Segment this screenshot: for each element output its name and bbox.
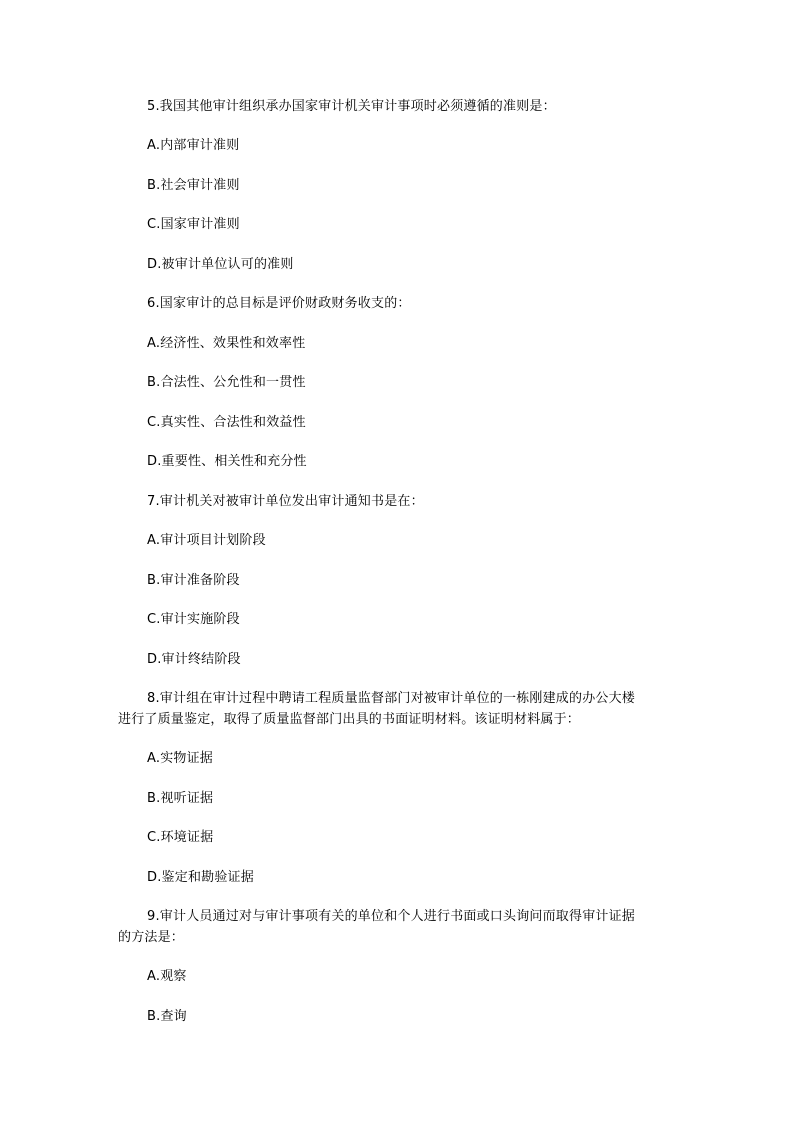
question-8-option-a: A.实物证据 — [147, 751, 213, 766]
question-9-stem-line-2: 的方法是： — [118, 930, 185, 945]
question-7-stem: 7.审计机关对被审计单位发出审计通知书是在： — [147, 494, 424, 509]
question-9-option-a: A.观察 — [147, 969, 187, 984]
question-8-option-d: D.鉴定和勘验证据 — [147, 870, 254, 885]
question-8-stem-line-1: 8.审计组在审计过程中聘请工程质量监督部门对被审计单位的一栋刚建成的办公大楼 — [147, 691, 636, 706]
question-8-option-b: B.视听证据 — [147, 791, 214, 806]
question-7-option-b: B.审计准备阶段 — [147, 573, 240, 588]
question-6-option-a: A.经济性、效果性和效率性 — [147, 336, 306, 351]
question-8-stem-line-2: 进行了质量鉴定，取得了质量监督部门出具的书面证明材料。该证明材料属于： — [118, 712, 581, 727]
question-5-option-c: C.国家审计准则 — [147, 217, 240, 232]
question-8-option-c: C.环境证据 — [147, 830, 214, 845]
question-5-stem: 5.我国其他审计组织承办国家审计机关审计事项时必须遵循的准则是： — [147, 99, 556, 114]
question-6-option-c: C.真实性、合法性和效益性 — [147, 415, 306, 430]
question-6-option-b: B.合法性、公允性和一贯性 — [147, 375, 306, 390]
question-7-option-a: A.审计项目计划阶段 — [147, 533, 266, 548]
question-5-option-b: B.社会审计准则 — [147, 178, 240, 193]
question-5-option-d: D.被审计单位认可的准则 — [147, 257, 294, 272]
question-7-option-d: D.审计终结阶段 — [147, 652, 241, 667]
question-6-option-d: D.重要性、相关性和充分性 — [147, 454, 307, 469]
question-9-option-b: B.查询 — [147, 1009, 187, 1024]
question-9-stem-line-1: 9.审计人员通过对与审计事项有关的单位和个人进行书面或口头询问而取得审计证据 — [147, 909, 636, 924]
question-7-option-c: C.审计实施阶段 — [147, 612, 240, 627]
question-5-option-a: A.内部审计准则 — [147, 138, 240, 153]
question-6-stem: 6.国家审计的总目标是评价财政财务收支的： — [147, 296, 411, 311]
